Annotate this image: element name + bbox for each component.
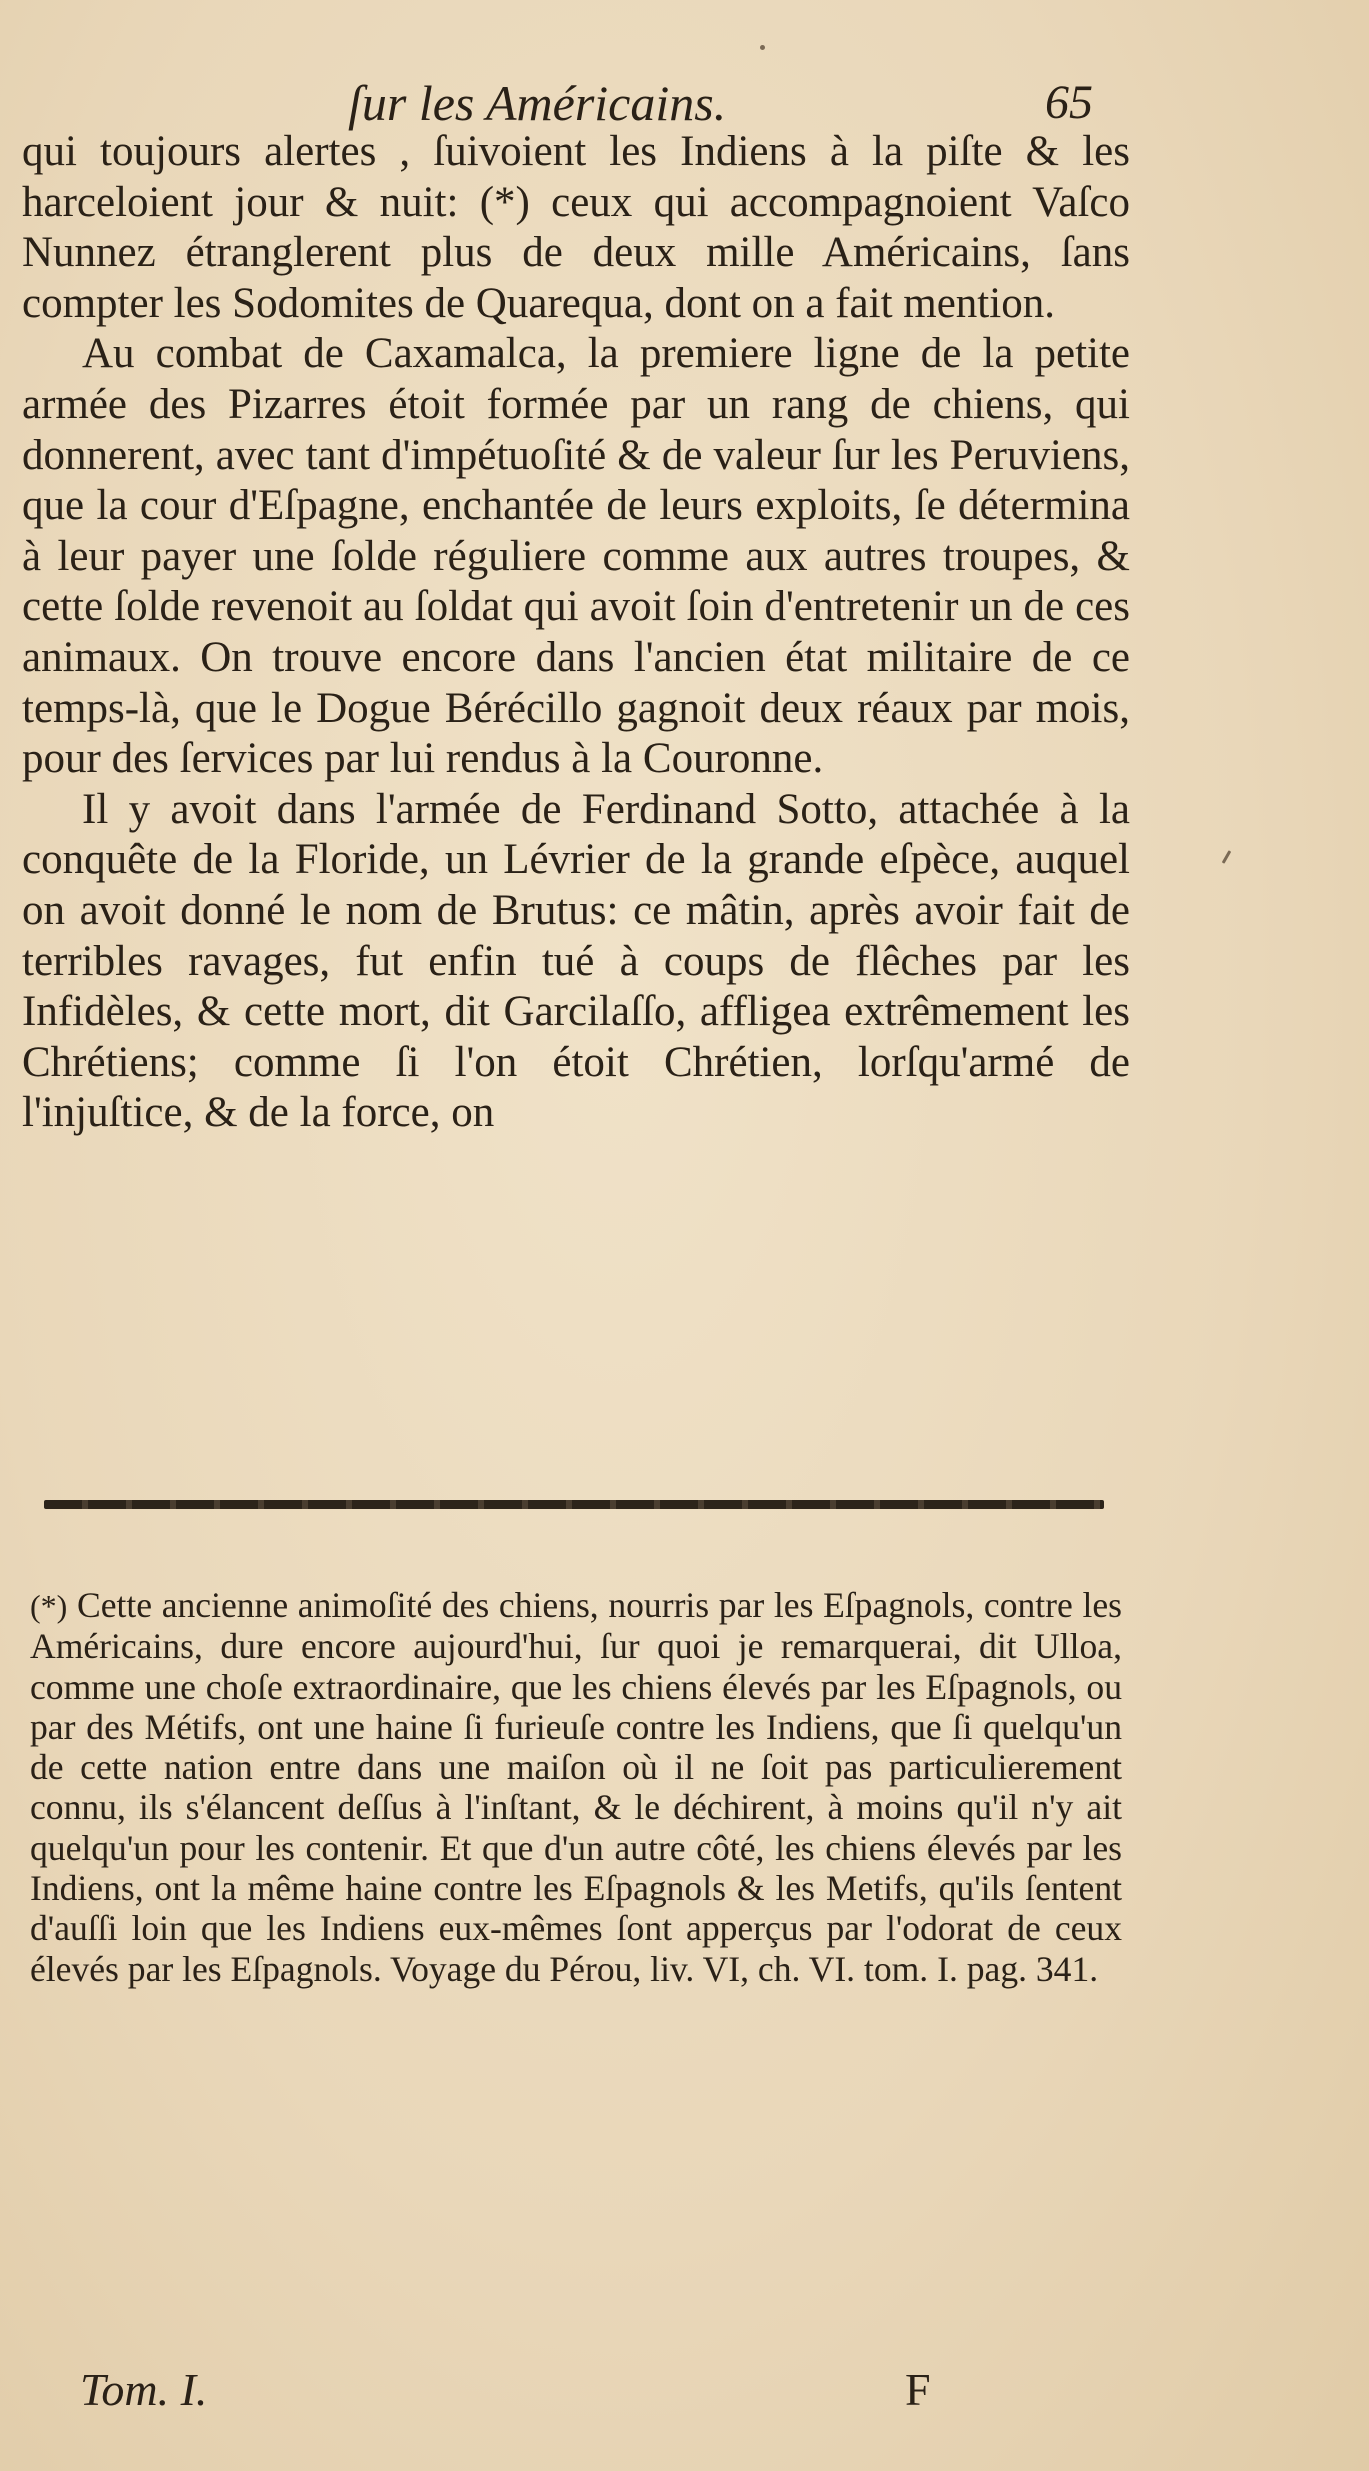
volume-signature: Tom. I. [80,2364,208,2415]
footnote-separator [44,1500,1104,1509]
running-title: ſur les Américains. [348,75,727,131]
paper-mark [1222,850,1232,864]
page-footer [0,2360,1369,2420]
footnote-marker: (*) [30,1588,68,1624]
gathering-signature: F [905,2364,931,2415]
paragraph-1: qui toujours alertes , ſuivoient les Indiens à la piſte & les harceloient jour & nuit: (*) ceux qui accompagnoient Vaſco Nunnez étranglerent plus de deux mille Américains, ſans compter les Sodomites de Quarequa, dont on a fait mention. [22,128,1130,327]
footnote-text: Cette ancienne animoſité des chiens, nourris par les Eſpagnols, contre les Américains, dure encore aujourd'hui, ſur quoi je remarquerai, dit Ulloa, comme une choſe extraordinaire, que les chiens élevés par les Eſpagnols, ou par des Métifs, ont une haine ſi furieuſe contre les Indiens, que ſi quelqu'un de cette nation entre dans une maiſon où il ne ſoit pas particulierement connu, ils s'élancent deſſus à l'inſtant, & le déchirent, à moins qu'il n'y ait quelqu'un pour les contenir. Et que d'un autre côté, les chiens élevés par les Indiens, ont la même haine contre les Eſpagnols & les Metifs, qu'ils ſentent d'auſſi loin que les Indiens eux-mêmes ſont apperçus par l'odorat de ceux élevés par les Eſpagnols. Voyage du Pérou, liv. VI, ch. VI. tom. I. pag. 341. [30,1585,1122,1989]
paragraph-3: Il y avoit dans l'armée de Ferdinand Sotto, attachée à la conquête de la Floride, un Lévrier de la grande eſpèce, auquel on avoit donné le nom de Brutus: ce mâtin, après avoir fait de terribles ravages, fut enfin tué à coups de flêches par les Infidèles, & cette mort, dit Garcilaſſo, affligea extrêmement les Chrétiens; comme ſi l'on étoit Chrétien, lorſqu'armé de l'injuſtice, & de la force, on [22,785,1130,1137]
paragraph-2: Au combat de Caxamalca, la premiere ligne de la petite armée des Pizarres étoit formée par un rang de chiens, qui donnerent, avec tant d'impétuoſité & de valeur ſur les Peruviens, que la cour d'Eſpagne, enchantée de leurs exploits, ſe détermina à leur payer une ſolde réguliere comme aux autres troupes, & cette ſolde revenoit au ſoldat qui avoit ſoin d'entretenir un de ces animaux. On trouve encore dans l'ancien état militaire de ce temps-là, que le Dogue Bérécillo gagnoit deux réaux par mois, pour des ſervices par lui rendus à la Couronne. [22,330,1130,783]
page-number: 65 [1045,76,1093,129]
main-text [22,127,1130,1139]
paper-speck [760,45,765,50]
footnote [30,1585,1122,1989]
